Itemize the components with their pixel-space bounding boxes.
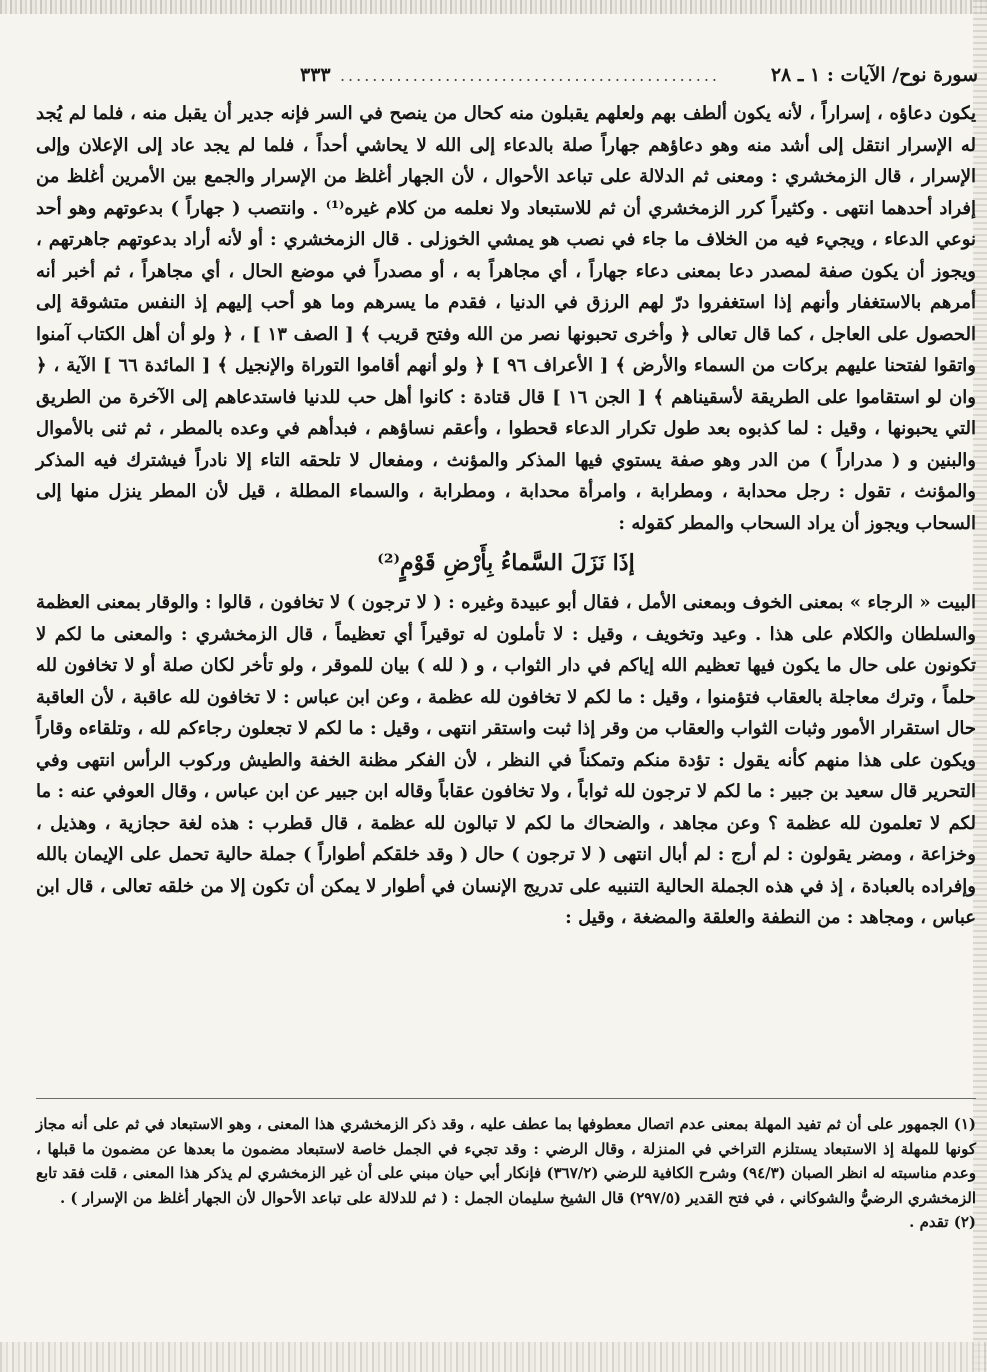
footnotes (36, 1112, 976, 1235)
header-title: سورة نوح/ الآيات : ١ ـ ٢٨ (770, 64, 978, 86)
header-leader-dots: ............................................... (339, 66, 720, 85)
poetry-verse: إذَا نَزَلَ السَّماءُ بِأَرْضِ قَوْمٍ⁽²⁾ (377, 550, 635, 576)
footnote-divider (36, 1098, 976, 1099)
scan-border-top (0, 0, 987, 14)
body-paragraph-1: يكون دعاؤه ، إسراراً ، لأنه يكون ألطف بهم ولعلهم يقبلون منه كحال من ينصح في السر فإنه جدير أن يقبل منه ، فلما لم يُجد له الإسرار انتقل إلى أشد منه وهو دعاؤهم جهاراً صلة بالدعاء إلى الله لا يحاشي أحداً ، فلما لم يجد عاد إلى الإعلان وإلى الإسرار ، قال الزمخشري : ومعنى ثم الدلالة على تباعد الأحوال ، لأن الجهار أغلظ من الإسرار والجمع بين الأمرين أغلظ من إفراد أحدهما انتهى . وكثيراً كرر الزمخشري أن ثم للاستبعاد ولا نعلمه من كلام غيره⁽¹⁾ . وانتصب ( جهاراً ) بدعوتهم وهو أحد نوعي الدعاء ، ويجيء فيه من الخلاف ما جاء في نصب هو يمشي الخوزلى . قال الزمخشري : أو لأنه أراد بدعوتهم جاهرتهم ، ويجوز أن يكون صفة لمصدر دعا بمعنى دعاء جهاراً ، أي مجاهراً به ، أو مصدراً في موضع الحال ، أي مجاهراً ، ثم أخبر أنه أمرهم بالاستغفار وأنهم إذا استغفروا درّ لهم الرزق في الدنيا ، فقدم ما يسرهم وما هو أحب إليهم إذ النفس متشوقة إلى الحصول على العاجل ، كما قال تعالى ﴿ وأخرى تحبونها نصر من الله وفتح قريب ﴾ [ الصف ١٣ ] ، ﴿ ولو أن أهل الكتاب آمنوا واتقوا لفتحنا عليهم بركات من السماء والأرض ﴾ [ الأعراف ٩٦ ] ﴿ ولو أنهم أقاموا التوراة والإنجيل ﴾ [ المائدة ٦٦ ] الآية ، ﴿ وان لو استقاموا على الطريقة لأسقيناهم ﴾ [ الجن ١٦ ] قال قتادة : كانوا أهل حب للدنيا فاستدعاهم إلى الآخرة من الطريق التي يحبونها ، وقيل : لما كذبوه بعد طول تكرار الدعاء قحطوا ، وأعقم نساؤهم ، فبدأهم في وعده بالمطر ، ثم ثنى بالأموال والبنين و ( مدراراً ) من الدر وهو صفة يستوي فيها المذكر والمؤنث ، ومفعال لا تلحقه التاء إلا نادراً فيشترك فيه المذكر والمؤنث ، تقول : رجل محدابة ، ومطرابة ، وامرأة محدابة ، ومطرابة ، والسماء المطلة ، قيل لأن المطر ينزل منها إلى السحاب ويجوز أن يراد السحاب والمطر كقوله : (36, 103, 976, 534)
scan-border-bottom (0, 1342, 987, 1372)
page-number: ٣٣٣ (300, 64, 331, 86)
footnote-1: (١) الجمهور على أن ثم تفيد المهلة بمعنى عدم اتصال معطوفها بما عطف عليه ، وقد ذكر الزمخشري هذا المعنى ، وهو الاستبعاد في ثم على أنه مجاز كونها للمهلة إذ الاستبعاد يستلزم التراخي في المنزلة ، وقال الرضي : وقد تجيء في الجمل خاصة لاستبعاد مضمون ما بعدها عن مضمون ما قبلها ، وعدم مناسبته له انظر الصبان (٩٤/٣) وشرح الكافية للرضي (٣٦٧/٢) فإنكار أبي حيان مبني على أن غير الزمخشري لم يذكر هذا المعنى ، قلت فقد تابع الزمخشري الرضيُّ والشوكاني ، في فتح القدير (٢٩٧/٥) قال الشيخ سليمان الجمل : ( ثم للدلالة على تباعد الأحوال لأن الجهار أغلظ من الإسرار ) . (36, 1115, 976, 1207)
footnote-2: (٢) تقدم . (909, 1213, 976, 1231)
running-header (300, 64, 978, 96)
body-paragraph-2: البيت « الرجاء » بمعنى الخوف وبمعنى الأمل ، فقال أبو عبيدة وغيره : ( لا ترجون ) لا تخافون ، قالوا : والوقار بمعنى العظمة والسلطان والكلام على هذا . وعيد وتخويف ، وقيل : لا تأملون له توقيراً أي تعظيماً ، قال الزمخشري : والمعنى ما لكم لا تكونون على حال ما يكون فيها تعظيم الله إياكم في دار الثواب ، و ( لله ) بيان للموقر ، ولو تأخر لكان صلة أو لا تخافون لله حلماً ، وترك معاجلة بالعقاب فتؤمنوا ، وقيل : ما لكم لا تخافون لله عظمة ، وعن ابن عباس : لا تخافون لله عاقبة ، لأن العاقبة حال استقرار الأمور وثبات الثواب والعقاب من وقر إذا ثبت واستقر انتهى ، وقيل : ما لكم لا تجعلون رجاءكم لله ، وتلقاءه وقاراً ويكون على هذا منهم كأنه يقول : تؤدة منكم وتمكناً في النظر ، لأن الفكر مظنة الخفة والطيش وركوب الرأس انتهى وفي التحرير قال سعيد بن جبير : ما لكم لا ترجون لله ثواباً ، ولا تخافون عقاباً وقاله ابن جبير عن ابن عباس ، وقال العوفي عنه : ما لكم لا تعلمون لله عظمة ؟ وعن مجاهد ، والضحاك ما لكم لا تبالون لله عظمة ، قال قطرب : هذه لغة حجازية ، وهذيل ، وخزاعة ، ومضر يقولون : لم أرج : لم أبال انتهى ( لا ترجون ) حال ( وقد خلقكم أطواراً ) جملة حالية تحمل على الإيمان بالله وإفراده بالعبادة ، إذ في هذه الجملة الحالية التنبيه على تدريج الإنسان في أطوار لا يمكن أن تكون إلا من خلقه تعالى ، قال ابن عباس ، ومجاهد : من النطفة والعلقة والمضغة ، وقيل : (36, 592, 976, 928)
main-text (36, 98, 976, 934)
